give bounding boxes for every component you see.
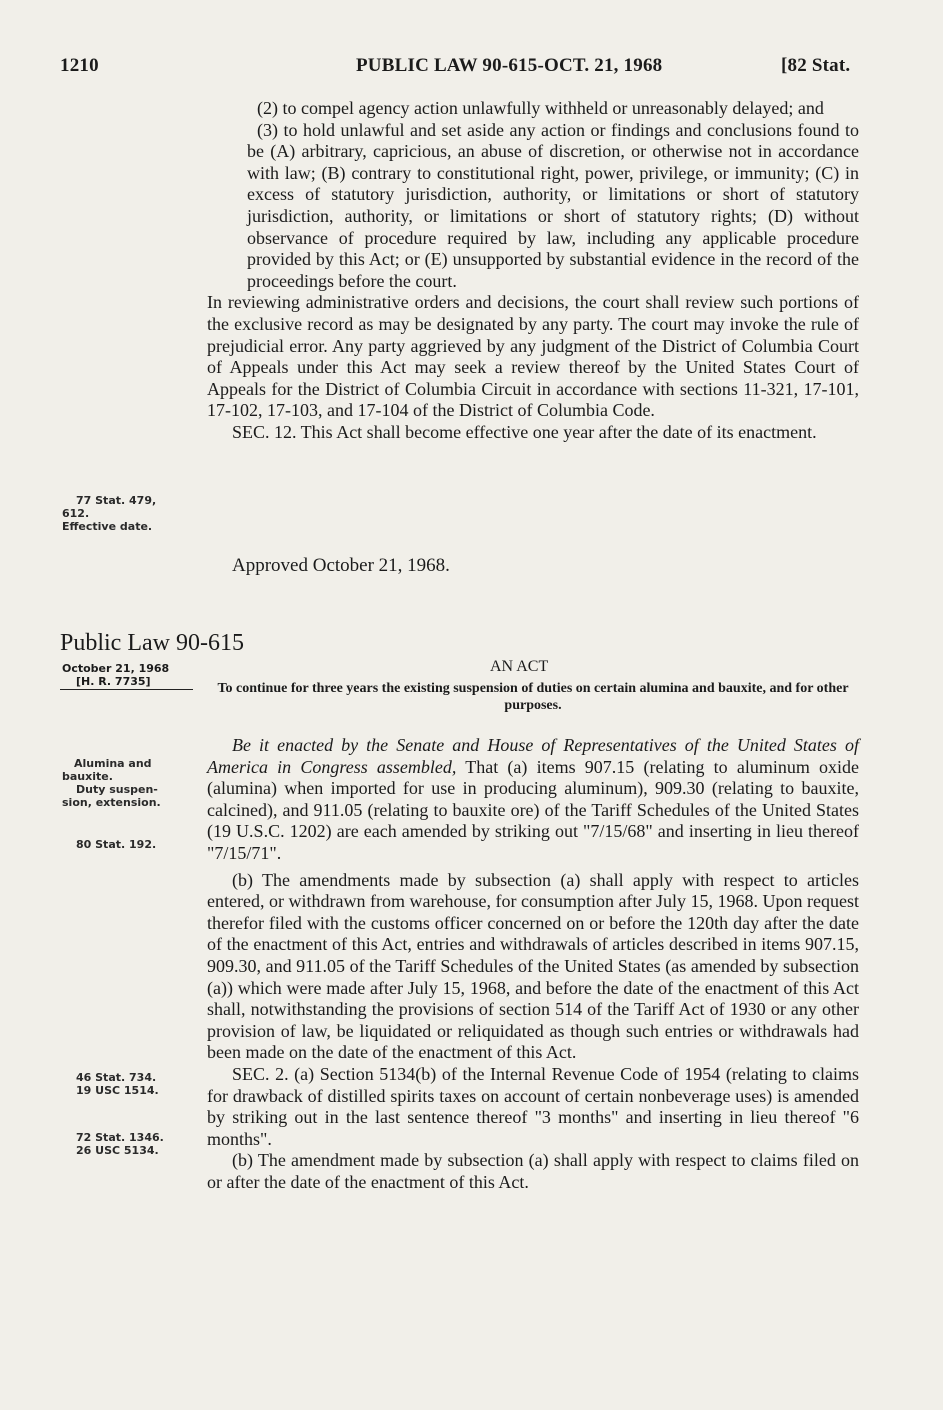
public-law-date: October 21, 1968	[62, 662, 170, 675]
statute-reference: [82 Stat.	[781, 55, 851, 76]
review-paragraph: In reviewing administrative orders and decisions, the court shall review such portions of the exclusive record as may be designated by any party. The court may invoke the rule of prejudicial error. Any party aggrieved by any judgment of the District of Columbia Court of Appeals under this Act may seek a review thereof by the United States Court of Appeals for the District of Columbia Circuit in accordance with sections 11-321, 17-101, 17-102, 17-103, and 17-104 of the District of Columbia Code.	[207, 292, 859, 421]
divider	[60, 689, 193, 690]
margin-note-stat-479	[62, 494, 187, 520]
section-1-a	[207, 735, 859, 865]
margin-note-line: 19 USC 1514.	[76, 1084, 159, 1097]
margin-note-line: Duty suspen-	[76, 783, 158, 796]
section-12: SEC. 12. This Act shall become effective one year after the date of its enactment.	[232, 421, 817, 442]
margin-note-stat-734	[62, 1071, 201, 1097]
act-body	[207, 735, 859, 1193]
section-1-b: (b) The amendments made by subsection (a) shall apply with respect to articles entered, or withdrawn from warehouse, for consumption after July 15, 1968. Upon request therefor filed with the customs officer concerned on or before the 120th day after the date of the enactment of this Act, entries and withdrawals of articles described in items 907.15, 909.30, and 911.05 of the Tariff Schedules of the United States (as amended by subsection (a)) which were made after July 15, 1968, and before the date of the enactment of this Act shall, notwithstanding the provisions of section 514 of the Tariff Act of 1930 or any other provision of law, be liquidated or reliquidated as though such entries or withdrawals had been made on the date of the enactment of this Act.	[207, 869, 859, 1063]
section-2-b: (b) The amendment made by subsection (a) shall apply with respect to claims filed on or after the date of the enactment of this Act.	[207, 1150, 859, 1192]
margin-note-alumina	[62, 757, 187, 809]
margin-note-line: 77 Stat. 479,	[76, 494, 157, 507]
margin-note-line: 612.	[62, 507, 90, 520]
public-law-title: Public Law 90-615	[60, 630, 244, 656]
margin-note-line: sion, extension.	[62, 796, 161, 809]
act-title: To continue for three years the existing suspension of duties on certain alumina and bauxite, and for other purposes.	[217, 681, 849, 713]
running-title: PUBLIC LAW 90-615-OCT. 21, 1968	[356, 55, 663, 76]
item-2: (2) to compel agency action unlawfully withheld or unreasonably delayed; and	[257, 98, 824, 118]
approval-line: Approved October 21, 1968.	[232, 555, 450, 576]
section-1-a-text: That (a) items 907.15 (relating to aluminum oxide (alumina) when imported for use in producing aluminum), 909.30 (relating to bauxite, calcined), and 911.05 (relating to bauxite ore) of the Tariff Schedules of the United States (19 U.S.C. 1202) are each amended by striking out "7/15/68" and inserting in lieu thereof "7/15/71".	[207, 756, 860, 863]
margin-note-stat-1346	[62, 1131, 201, 1157]
margin-note-line: 46 Stat. 734.	[76, 1071, 157, 1084]
enacting-clause: Be it enacted by the Senate and House of Representatives of the United States of America in Congress assembled,	[207, 735, 859, 777]
margin-note-line: Alumina and	[74, 757, 152, 770]
margin-note-line: bauxite.	[62, 770, 113, 783]
margin-note-stat-192: 80 Stat. 192.	[76, 838, 157, 851]
item-3: (3) to hold unlawful and set aside any action or findings and conclusions found to be (A) arbitrary, capricious, an abuse of discretion, or otherwise not in accordance with law; (B) contrary to constitutional right, power, privilege, or immunity; (C) in excess of statutory jurisdiction, authority, or limitations or short of statutory jurisdiction, authority, or limitations or short of statutory rights; (D) without observance of procedure required by law, including any applicable procedure provided by this Act; or (E) unsupported by substantial evidence in the record of the proceedings before the court.	[247, 119, 859, 291]
an-act-heading: AN ACT	[490, 658, 549, 675]
section-2-a: SEC. 2. (a) Section 5134(b) of the Internal Revenue Code of 1954 (relating to claims for drawback of distilled spirits taxes on account of certain nonbeverage uses) is amended by striking out in the last sentence thereof "3 months" and inserting in lieu thereof "6 months".	[207, 1063, 859, 1149]
house-bill-number: [H. R. 7735]	[76, 675, 151, 688]
margin-note-line: 26 USC 5134.	[76, 1144, 159, 1157]
margin-note-line: 72 Stat. 1346.	[76, 1131, 164, 1144]
page-number: 1210	[60, 55, 99, 76]
public-law-date-block	[62, 662, 188, 688]
margin-note-effective-date: Effective date.	[62, 520, 153, 533]
top-section	[207, 98, 859, 444]
